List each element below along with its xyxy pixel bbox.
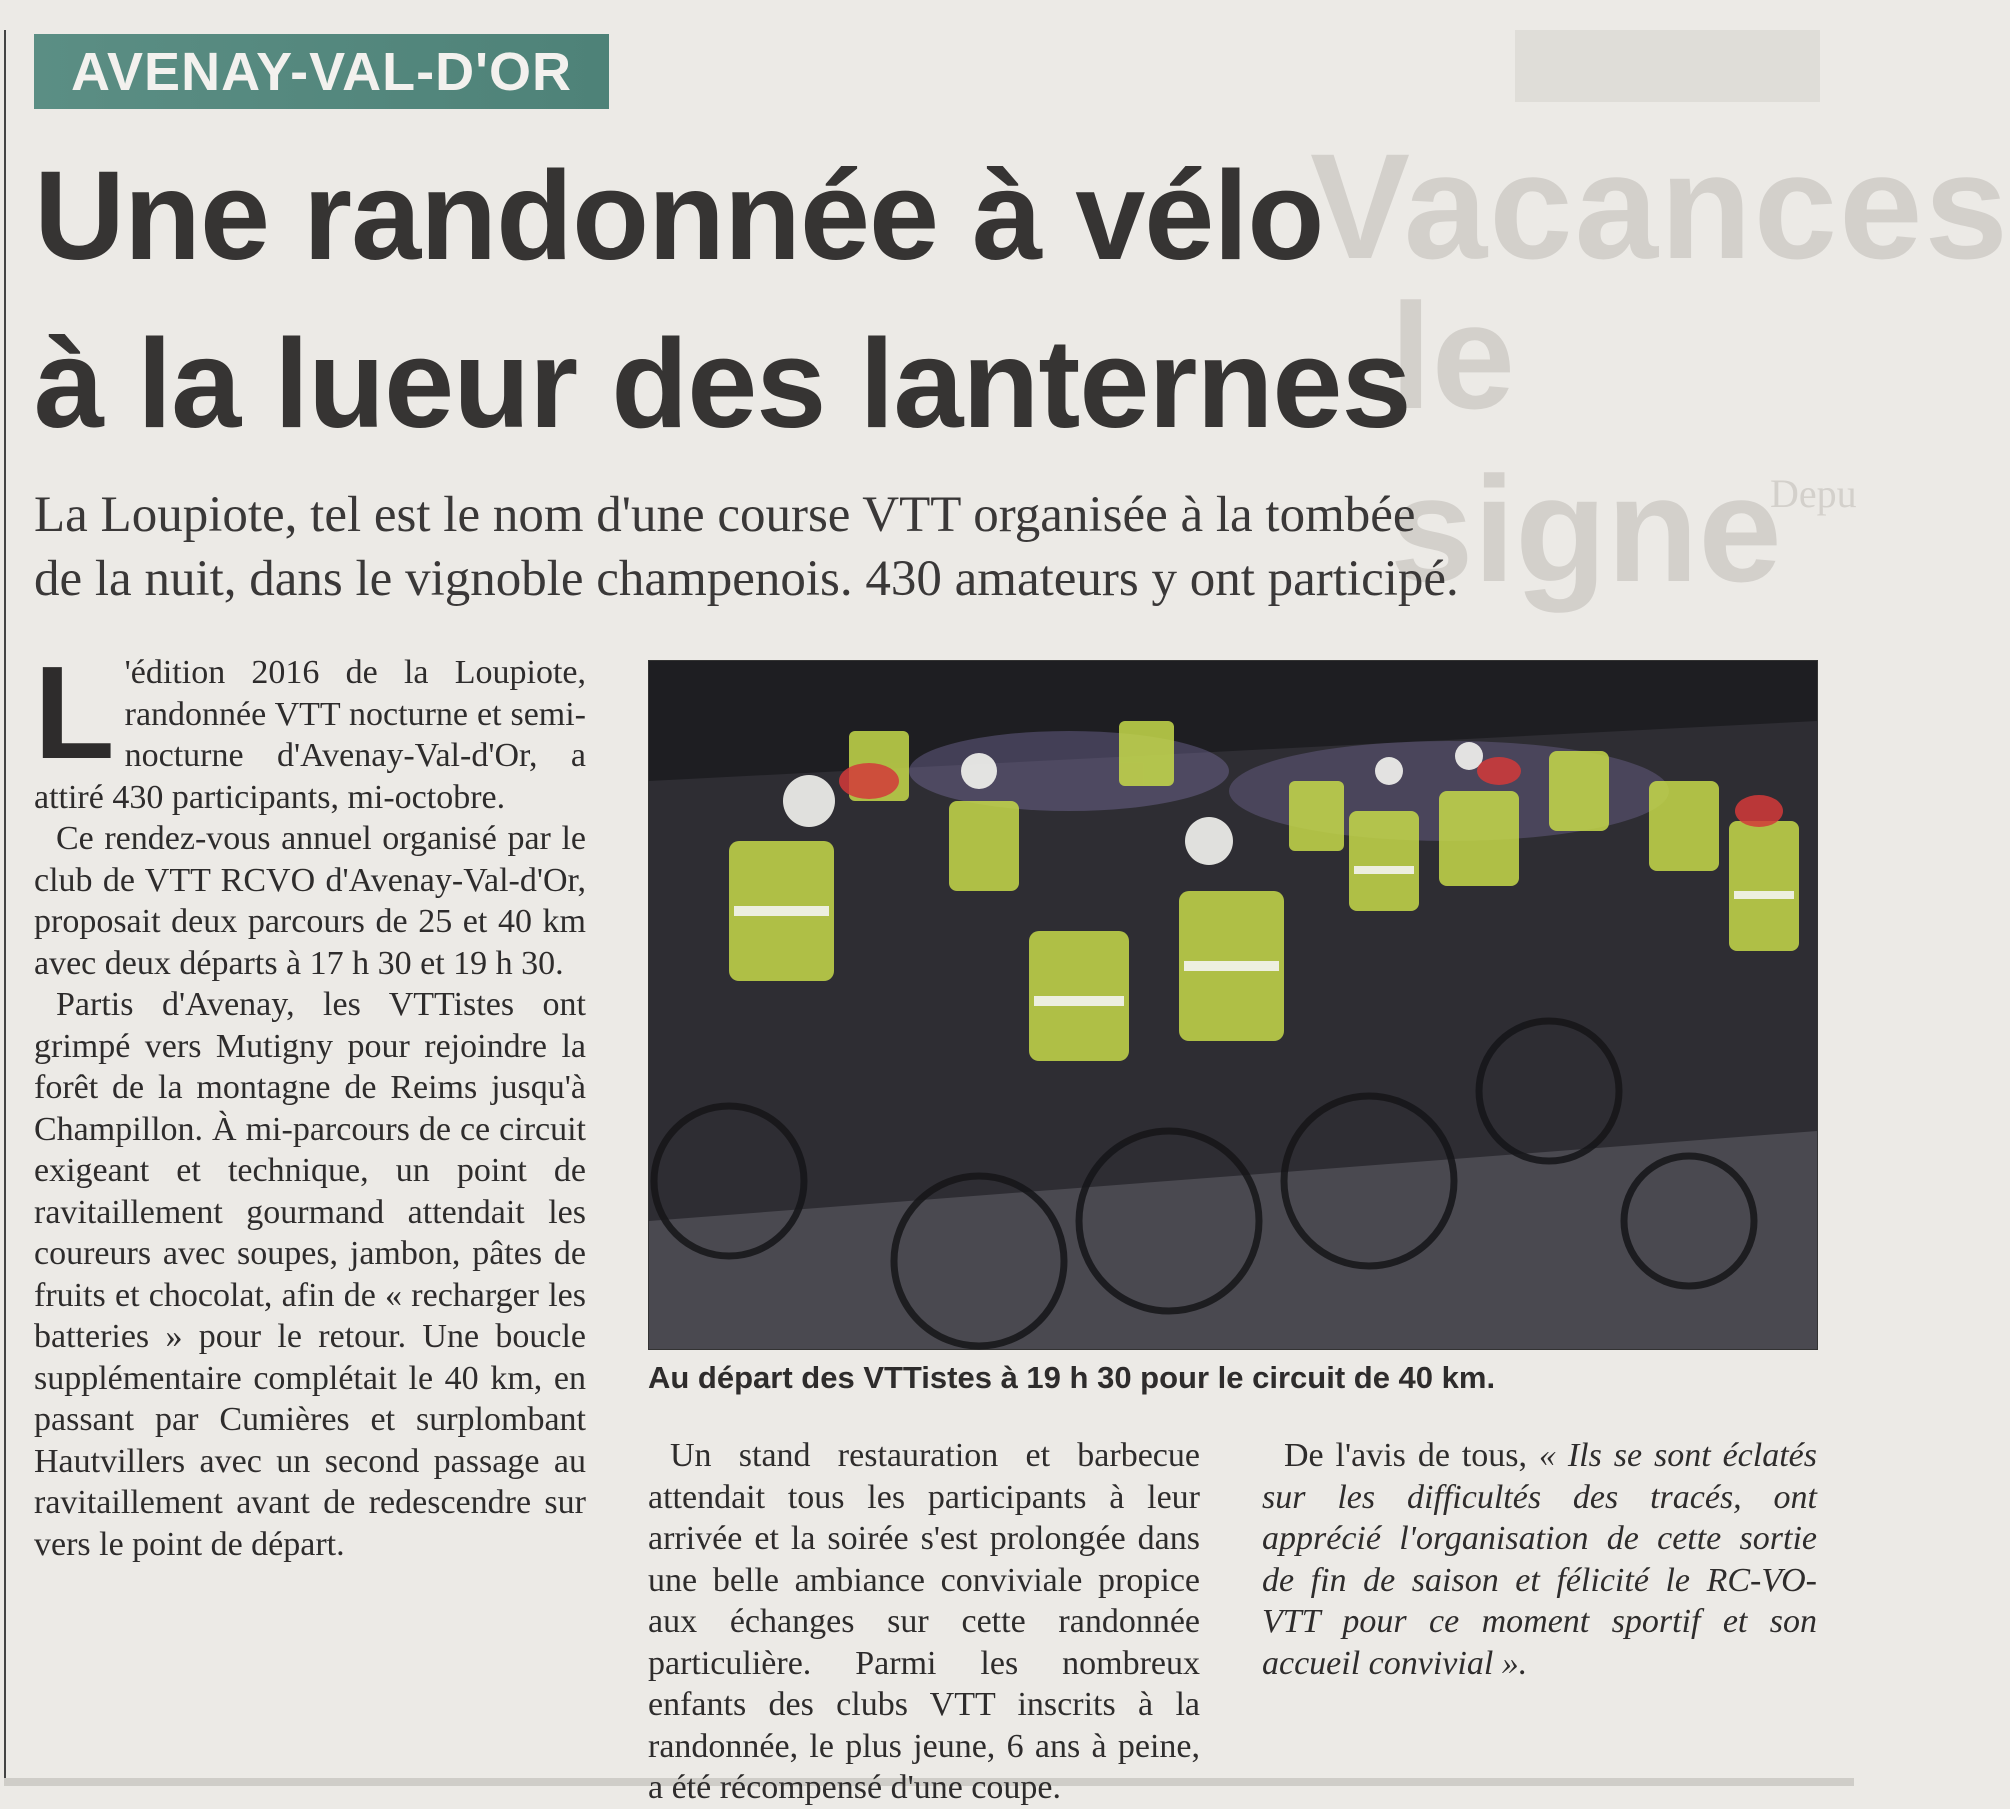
column-rule	[4, 30, 6, 1780]
text-column-1	[34, 639, 586, 1565]
cyclists-at-night-photo	[649, 661, 1817, 1349]
standfirst	[34, 483, 1834, 611]
drop-cap: L	[34, 639, 115, 786]
bleed-through-logo	[1515, 30, 1820, 102]
headline-line: Une randonnée à vélo	[34, 145, 1324, 286]
headline-line: à la lueur des lanternes	[34, 313, 1411, 454]
standfirst-line: La Loupiote, tel est le nom d'une course VTT organisée à la tombée	[34, 487, 1416, 543]
quote: « Ils se sont éclatés sur les difficultés des tracés, ont apprécié l'organisation de cette sortie de fin de saison et félicité le RC-VO-VTT pour ce moment sportif et son accueil convivial ».	[1262, 1437, 1817, 1682]
paragraph	[1262, 1435, 1817, 1684]
section-kicker: AVENAY-VAL-D'OR	[34, 34, 609, 109]
text-column-2	[648, 1435, 1200, 1809]
photo-caption: Au départ des VTTistes à 19 h 30 pour le circuit de 40 km.	[648, 1360, 1496, 1395]
paragraph	[34, 639, 586, 818]
paragraph-text: 'édition 2016 de la Loupiote, randonnée VTT nocturne et semi-nocturne d'Avenay-Val-d'Or, a attiré 430 participants, mi-octobre.	[34, 654, 586, 816]
bleed-through-text: Depu	[1770, 471, 1857, 516]
bleed-through-headline: le signe	[1390, 272, 1782, 613]
text-column-3	[1262, 1435, 1817, 1684]
paragraph: Un stand restauration et barbecue attendait tous les participants à leur arrivée et la soirée s'est prolongée dans une belle ambiance conviviale propice aux échanges sur cette randonnée particulière. Parmi les nombreux enfants des clubs VTT inscrits à la randonnée, le plus jeune, 6 ans à peine, a été récompensé d'une coupe.	[648, 1437, 1200, 1806]
bleed-through-headline: Vacances	[1310, 122, 2010, 290]
paragraph-lead: De l'avis de tous,	[1284, 1437, 1539, 1474]
headline	[34, 132, 1454, 468]
article-photo	[648, 660, 1818, 1350]
paragraph: Ce rendez-vous annuel organisé par le club de VTT RCVO d'Avenay-Val-d'Or, proposait deux parcours de 25 et 40 km avec deux départs à 17 h 30 et 19 h 30.	[34, 820, 586, 982]
standfirst-line: de la nuit, dans le vignoble champenois. 430 amateurs y ont participé.	[34, 551, 1459, 607]
paragraph: Partis d'Avenay, les VTTistes ont grimpé vers Mutigny pour rejoindre la forêt de la montagne de Reims jusqu'à Champillon. À mi-parcours de ce circuit exigeant et technique, un point de ravitaillement gourmand attendait les coureurs avec soupes, jambon, pâtes de fruits et chocolat, afin de « recharger les batteries » pour le retour. Une boucle supplémentaire complétait le 40 km, en passant par Cumières et surplombant Hautvillers avec un second passage au ravitaillement avant de redescendre sur vers le point de départ.	[34, 986, 586, 1563]
